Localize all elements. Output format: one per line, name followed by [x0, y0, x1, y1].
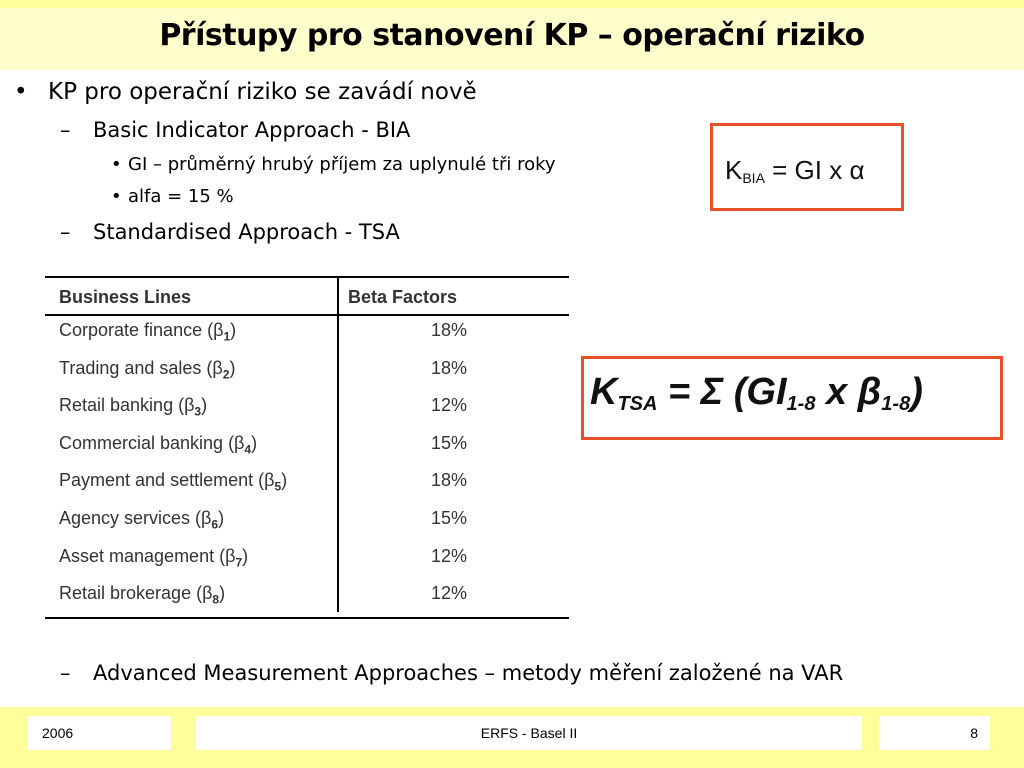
- beta-factor-value: 15%: [431, 507, 468, 528]
- formula-k: K: [590, 371, 618, 413]
- table-bottom-rule: [45, 617, 569, 619]
- table-row: [45, 466, 569, 504]
- business-line-name: [59, 433, 257, 457]
- paren-close: ): [230, 320, 237, 340]
- bullet-tsa: [60, 220, 400, 244]
- bullet-gi-text: GI – průměrný hrubý příjem za uplynulé tři roky: [128, 154, 556, 175]
- table-body: [45, 316, 569, 617]
- beta-index: 8: [212, 592, 220, 607]
- paren-close: ): [229, 357, 236, 378]
- beta-index: 1: [223, 329, 231, 344]
- business-line-label: Asset management (β: [59, 545, 236, 566]
- business-line-name: [59, 583, 225, 607]
- paren-close: ): [201, 395, 208, 416]
- beta-factor-value: 15%: [431, 432, 468, 453]
- table-row: [45, 391, 569, 429]
- beta-factor-value: 12%: [431, 395, 468, 416]
- beta-factor-value: 18%: [431, 470, 468, 491]
- dash-marker: –: [60, 220, 71, 244]
- bullet-main: [14, 79, 477, 105]
- beta-index: 5: [274, 479, 282, 494]
- formula-sub2: 1-8: [786, 393, 816, 415]
- business-line-label: Payment and settlement (β: [59, 470, 275, 491]
- paren-close: ): [219, 583, 226, 604]
- table-row: [45, 429, 569, 467]
- formula-bia-box: [710, 123, 904, 211]
- beta-index: 2: [222, 367, 230, 382]
- business-line-name: [59, 358, 235, 382]
- formula-k: K: [725, 155, 743, 185]
- beta-factors-table: [45, 276, 569, 619]
- formula-bia: [725, 155, 864, 186]
- formula-sub: TSA: [617, 393, 658, 415]
- footer-date-box: [28, 716, 171, 750]
- business-line-label: Retail banking (β: [59, 395, 195, 416]
- beta-index: 4: [244, 442, 252, 457]
- table-row: [45, 542, 569, 580]
- bullet-bia: [60, 118, 410, 142]
- bullet-alfa: [111, 186, 234, 207]
- beta-factor-value: 12%: [431, 583, 468, 604]
- formula-tsa-box: [581, 356, 1003, 440]
- beta-factor-value: 18%: [431, 320, 468, 340]
- footer-page-number: 8: [970, 725, 978, 741]
- bullet-main-text: KP pro operační riziko se zavádí nově: [48, 79, 477, 105]
- bullet-ama-text: Advanced Measurement Approaches – metody měření založené na VAR: [93, 661, 844, 685]
- slide-title: Přístupy pro stanovení KP – operační riziko: [159, 18, 865, 53]
- bullet-bia-text: Basic Indicator Approach - BIA: [93, 118, 411, 142]
- table-row: [45, 316, 569, 354]
- business-line-label: Agency services (β: [59, 507, 212, 528]
- top-decor-bar: [0, 0, 1024, 8]
- formula-mid: = Σ (GI: [657, 371, 787, 413]
- footer-page-box: [879, 716, 990, 750]
- formula-end: ): [910, 371, 923, 413]
- business-line-name: [59, 395, 207, 419]
- business-line-label: Commercial banking (β: [59, 432, 245, 453]
- formula-tsa: [590, 371, 923, 416]
- dash-marker: –: [60, 661, 71, 685]
- formula-sub3: 1-8: [881, 393, 911, 415]
- bullet-marker: •: [111, 154, 122, 175]
- business-line-name: [59, 320, 236, 344]
- bullet-marker: •: [14, 79, 28, 105]
- paren-close: ): [242, 545, 249, 566]
- bullet-marker: •: [111, 186, 122, 207]
- business-line-name: [59, 508, 224, 532]
- paren-close: ): [281, 470, 288, 491]
- bullet-tsa-text: Standardised Approach - TSA: [93, 220, 400, 244]
- footer-date: 2006: [42, 725, 74, 741]
- header-beta-factors: Beta Factors: [348, 287, 458, 307]
- formula-sub: BIA: [742, 170, 765, 186]
- beta-index: 3: [194, 404, 202, 419]
- beta-index: 6: [211, 517, 219, 532]
- business-line-label: Corporate finance (β: [59, 320, 224, 340]
- business-line-name: [59, 546, 248, 570]
- beta-factor-value: 12%: [431, 545, 468, 566]
- bullet-gi: [111, 154, 556, 175]
- table-row: [45, 504, 569, 542]
- business-line-name: [59, 470, 287, 494]
- footer-title: ERFS - Basel II: [480, 725, 578, 741]
- table-header: [45, 278, 569, 316]
- paren-close: ): [218, 507, 225, 528]
- beta-factor-value: 18%: [431, 357, 468, 378]
- header-business-lines: Business Lines: [59, 287, 192, 307]
- dash-marker: –: [60, 118, 71, 142]
- paren-close: ): [251, 432, 258, 453]
- bullet-ama: [60, 661, 843, 685]
- table-row: [45, 579, 569, 617]
- business-line-label: Trading and sales (β: [59, 357, 223, 378]
- beta-index: 7: [235, 555, 243, 570]
- business-line-label: Retail brokerage (β: [59, 583, 213, 604]
- formula-x: x β: [815, 371, 882, 413]
- footer-title-box: [196, 716, 862, 750]
- table-row: [45, 354, 569, 392]
- bullet-alfa-text: alfa = 15 %: [128, 186, 234, 207]
- formula-rest: = GI x α: [764, 155, 865, 185]
